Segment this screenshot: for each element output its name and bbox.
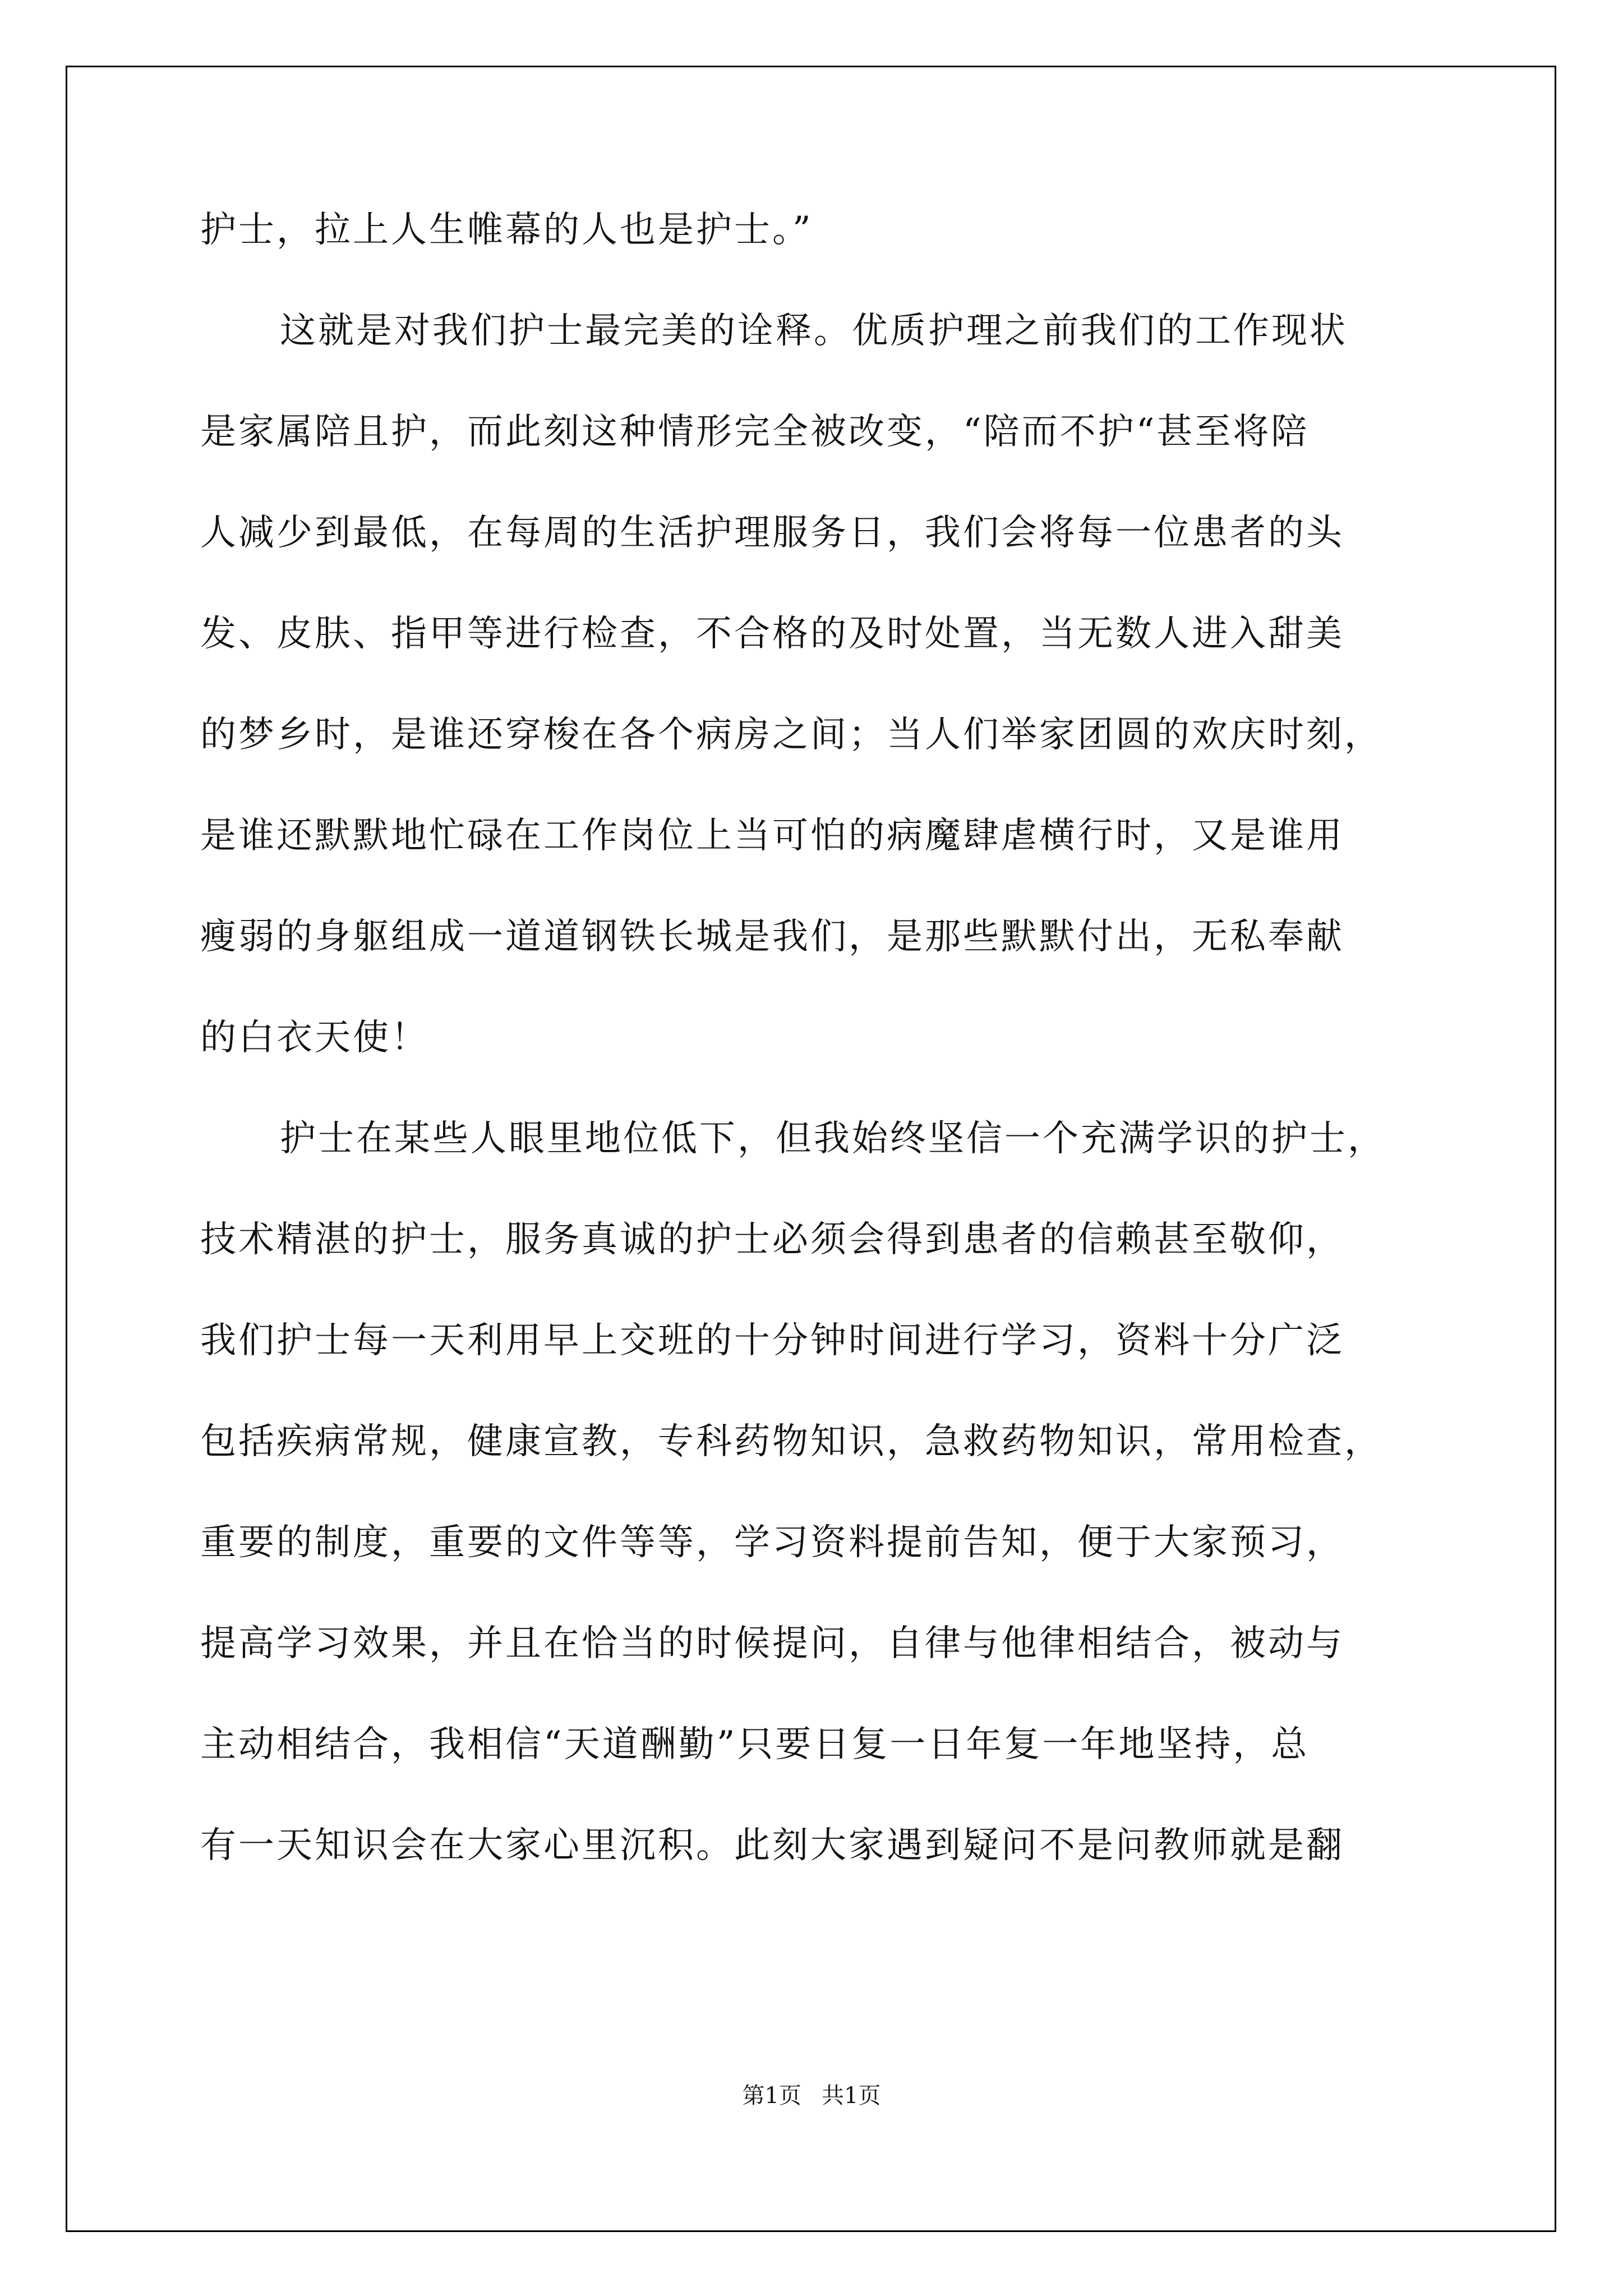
text-line: 发、皮肤、指甲等进行检查，不合格的及时处置，当无数人进入甜美 xyxy=(200,613,1344,655)
text-line: 包括疾病常规，健康宣教，专科药物知识，急救药物知识，常用检查， xyxy=(200,1421,1382,1462)
paragraph-start-line: 这就是对我们护士最完美的诠释。优质护理之前我们的工作现状 xyxy=(280,310,1348,352)
text-line: 的梦乡时，是谁还穿梭在各个病房之间；当人们举家团圆的欢庆时刻， xyxy=(200,714,1382,756)
text-line: 提高学习效果，并且在恰当的时候提问，自律与他律相结合，被动与 xyxy=(200,1623,1344,1664)
paragraph-start-line: 护士在某些人眼里地位低下，但我始终坚信一个充满学识的护士， xyxy=(280,1118,1386,1159)
page-number: 第1页 xyxy=(742,2083,801,2109)
text-line: 人减少到最低，在每周的生活护理服务日，我们会将每一位患者的头 xyxy=(200,512,1344,554)
text-line: 主动相结合，我相信“天道酬勤”只要日复一日年复一年地坚持，总 xyxy=(200,1724,1310,1765)
text-line: 是谁还默默地忙碌在工作岗位上当可怕的病魔肆虐横行时，又是谁用 xyxy=(200,815,1344,857)
text-line: 有一天知识会在大家心里沉积。此刻大家遇到疑问不是问教师就是翻 xyxy=(200,1825,1344,1866)
page-footer xyxy=(0,2078,1623,2110)
text-line: 重要的制度，重要的文件等等，学习资料提前告知，便于大家预习， xyxy=(200,1522,1344,1563)
text-line: 瘦弱的身躯组成一道道钢铁长城是我们，是那些默默付出，无私奉献 xyxy=(200,916,1344,958)
page-total: 共1页 xyxy=(822,2083,881,2109)
text-line: 的白衣天使！ xyxy=(200,1017,429,1059)
text-line: 技术精湛的护士，服务真诚的护士必须会得到患者的信赖甚至敬仰， xyxy=(200,1219,1344,1260)
text-line: 我们护士每一天利用早上交班的十分钟时间进行学习，资料十分广泛 xyxy=(200,1320,1344,1361)
document-body xyxy=(200,180,1456,1896)
text-line: 是家属陪且护，而此刻这种情形完全被改变，“陪而不护“甚至将陪 xyxy=(200,411,1310,453)
text-line: 护士，拉上人生帷幕的人也是护士。” xyxy=(200,209,813,251)
